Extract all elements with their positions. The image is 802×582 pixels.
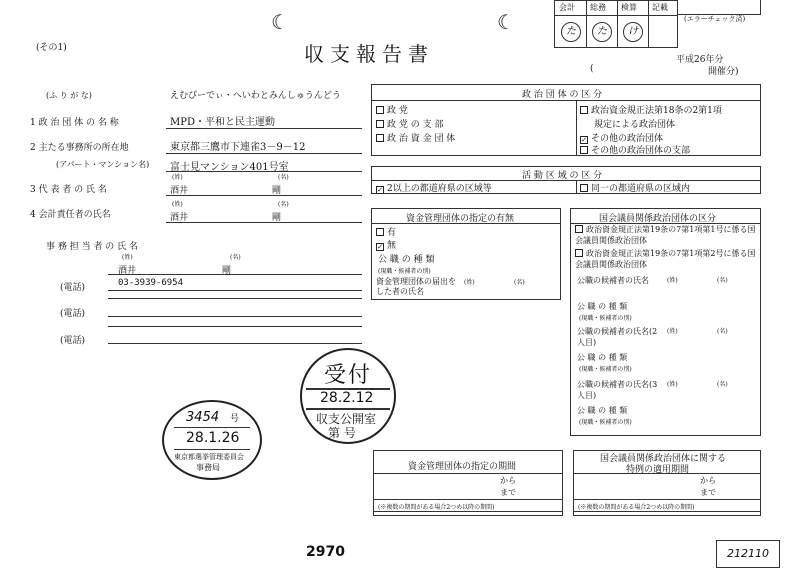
left-stamp-org2: 事務局 [196, 463, 220, 472]
left-stamp-number: 3454 [186, 410, 220, 425]
category-fund-group[interactable]: 政 治 資 金 団 体 [376, 131, 455, 144]
category-fund-law[interactable]: 政治資金規正法第18条の2第1項 [580, 103, 722, 116]
category-fund-group-checkbox[interactable] [376, 134, 384, 142]
corner-note: 212110 [727, 547, 769, 560]
rep-sei-label: (姓) [172, 174, 183, 181]
period1-note: (※複数の期間がある場合2つめ以降の期間) [378, 504, 495, 511]
value-rep-sei: 酒井 [170, 186, 189, 196]
area-multi-pref-checkbox[interactable]: ✓ [377, 186, 383, 194]
fund-mgmt-yes-checkbox[interactable] [376, 228, 384, 236]
diet-candidate-2: 公職の候補者の氏名(2人目) [577, 327, 658, 347]
period1-header: 資金管理団体の指定の期間 [408, 462, 517, 472]
fund-mgmt-no-checkbox[interactable]: ✓ [377, 243, 383, 251]
diet-item-1-checkbox[interactable] [575, 225, 583, 233]
diet-type-3: 公 職 の 種 類 [577, 406, 628, 415]
check-header-general: 総務 [590, 3, 606, 12]
label-representative: 3 代 表 者 の 氏 名 [30, 185, 107, 195]
label-treasurer: 4 会計責任者の氏名 [30, 210, 111, 220]
form-number: (その1) [36, 43, 67, 53]
binding-mark-right: ☾ [497, 10, 515, 34]
label-clerk: 事 務 担 当 者 の 氏 名 [46, 242, 139, 252]
label-office-address: 2 主たる事務所の所在地 [30, 143, 129, 153]
diet-item-2-checkbox[interactable] [575, 249, 583, 257]
value-tre-sei: 酒井 [170, 213, 189, 223]
value-phone: 03-3939-6954 [118, 278, 184, 288]
fund-mgmt-yes[interactable]: 有 [376, 225, 396, 238]
fund-mgmt-office-note: (現職・候補者の別) [378, 268, 431, 275]
applicant-mei-label: (名) [514, 279, 525, 286]
received-stamp-number: 第 号 [328, 426, 356, 440]
seal-general: た [592, 22, 612, 42]
cand1-sei-label: (姓) [667, 277, 678, 284]
rep-mei-label: (名) [278, 174, 289, 181]
value-furigana: えむぴーでぃ・へいわとみんしゅうんどう [170, 91, 341, 101]
category-party[interactable]: 政 党 [376, 103, 408, 116]
fund-mgmt-no[interactable]: ✓ 無 [377, 241, 397, 251]
received-stamp-title: 受付 [324, 363, 373, 388]
category-party-checkbox[interactable] [376, 106, 384, 114]
label-phone-3: (電話) [60, 336, 86, 346]
left-stamp-date: 28.1.26 [186, 430, 240, 446]
diet-type-note-2: (現職・候補者の別) [579, 366, 632, 373]
area-single-pref[interactable]: 同一の都道府県の区域内 [580, 181, 690, 194]
cand3-sei-label: (姓) [667, 381, 678, 388]
check-header-accounting: 会計 [559, 3, 575, 12]
year-paren: ( [590, 64, 594, 74]
period1-box [373, 450, 563, 516]
category-header: 政 治 団 体 の 区 分 [522, 90, 603, 100]
report-year-sub: 開催分) [708, 67, 739, 77]
category-other-branch-checkbox[interactable] [580, 146, 588, 154]
area-box [371, 166, 761, 194]
period2-to: まで [700, 488, 716, 497]
clerk-mei-label: (名) [230, 254, 241, 261]
area-multi-pref[interactable]: ✓ 2以上の都道府県の区域等 [377, 184, 492, 194]
received-stamp-dept: 収支公開室 [316, 412, 377, 426]
period2-note: (※複数の期間がある場合2つめ以降の期間) [578, 504, 695, 511]
check-header-verify: 検算 [621, 3, 637, 12]
diet-type-1: 公 職 の 種 類 [577, 302, 628, 311]
cand2-sei-label: (姓) [667, 328, 678, 335]
period1-to: まで [500, 488, 516, 497]
fund-mgmt-office-type: 公 職 の 種 類 [378, 255, 435, 265]
fund-mgmt-box [371, 208, 561, 300]
category-other-checkbox[interactable]: ✓ [581, 136, 587, 144]
label-apartment: (アパート・マンション名) [56, 160, 150, 169]
election-commission-stamp [162, 400, 262, 480]
diet-type-note-3: (現職・候補者の別) [579, 419, 632, 426]
label-org-name: 1 政 治 団 体 の 名 称 [30, 118, 119, 128]
cand2-mei-label: (名) [717, 328, 728, 335]
applicant-sei-label: (姓) [464, 279, 475, 286]
diet-item-1[interactable]: 政治資金規正法第19条の7第1項第1号に係る国会議員関係政治団体 [575, 225, 756, 245]
diet-candidate-3: 公職の候補者の氏名(3人目) [577, 380, 658, 400]
page-number: 2970 [306, 544, 345, 560]
label-furigana: (ふ り が な) [46, 91, 92, 100]
diet-item-2[interactable]: 政治資金規正法第19条の7第1項第2号に係る国会議員関係政治団体 [575, 249, 756, 269]
tre-sei-label: (姓) [172, 201, 183, 208]
received-stamp [300, 348, 396, 444]
diet-type-2: 公 職 の 種 類 [577, 353, 628, 362]
category-fund-law-cont: 規定による政治団体 [594, 120, 676, 130]
period2-header-2: 特例の適用期間 [626, 465, 690, 475]
received-stamp-date: 28.2.12 [320, 390, 374, 406]
fund-mgmt-applicant: 資金管理団体の届出をした者の氏名 [376, 277, 456, 296]
category-box [371, 84, 761, 156]
value-clerk-sei: 酒井 [118, 266, 137, 276]
value-org-name: MPD・平和と民主運動 [170, 117, 275, 128]
category-other[interactable]: ✓ その他の政治団体 [581, 134, 664, 144]
diet-type-note-1: (現職・候補者の別) [579, 315, 632, 322]
label-phone-2: (電話) [60, 309, 86, 319]
diet-candidate-1: 公職の候補者の氏名 [577, 276, 649, 285]
diet-header: 国会議員関係政治団体の区分 [599, 214, 717, 224]
diet-box [570, 208, 761, 436]
category-branch-checkbox[interactable] [376, 120, 384, 128]
value-tre-mei: 剛 [272, 213, 282, 223]
left-stamp-org: 東京都選挙管理委員会 [174, 453, 244, 461]
area-header: 活 動 区 域 の 区 分 [522, 171, 603, 181]
corner-note-box [716, 540, 780, 568]
report-year: 平成26年分 [676, 55, 724, 65]
page-title: 収支報告書 [304, 42, 434, 66]
seal-accounting: た [561, 22, 581, 42]
category-branch[interactable]: 政 党 の 支 部 [376, 117, 443, 130]
period2-header-1: 国会議員関係政治団体に関する [600, 454, 727, 464]
value-rep-mei: 剛 [272, 186, 282, 196]
left-stamp-suffix: 号 [230, 414, 240, 424]
category-fund-law-checkbox[interactable] [580, 106, 588, 114]
value-apartment: 富士見マンション401号室 [170, 162, 289, 173]
check-table [554, 0, 678, 48]
binding-mark-left: ☾ [271, 10, 289, 34]
category-other-branch[interactable]: その他の政治団体の支部 [580, 143, 690, 156]
period2-box [573, 450, 761, 516]
period2-from: から [700, 476, 716, 485]
check-header-entry: 記載 [652, 3, 668, 12]
cand3-mei-label: (名) [717, 381, 728, 388]
cand1-mei-label: (名) [717, 277, 728, 284]
value-clerk-mei: 剛 [222, 266, 232, 276]
fund-mgmt-header: 資金管理団体の指定の有無 [406, 214, 515, 224]
value-address: 東京都三鷹市下連雀3－9－12 [170, 142, 306, 153]
area-single-pref-checkbox[interactable] [580, 184, 588, 192]
label-phone-1: (電話) [60, 283, 86, 293]
seal-verify: け [623, 22, 643, 42]
period1-from: から [500, 476, 516, 485]
tre-mei-label: (名) [278, 201, 289, 208]
clerk-sei-label: (姓) [122, 254, 133, 261]
error-check-label: (エラーチェック済) [684, 15, 746, 23]
